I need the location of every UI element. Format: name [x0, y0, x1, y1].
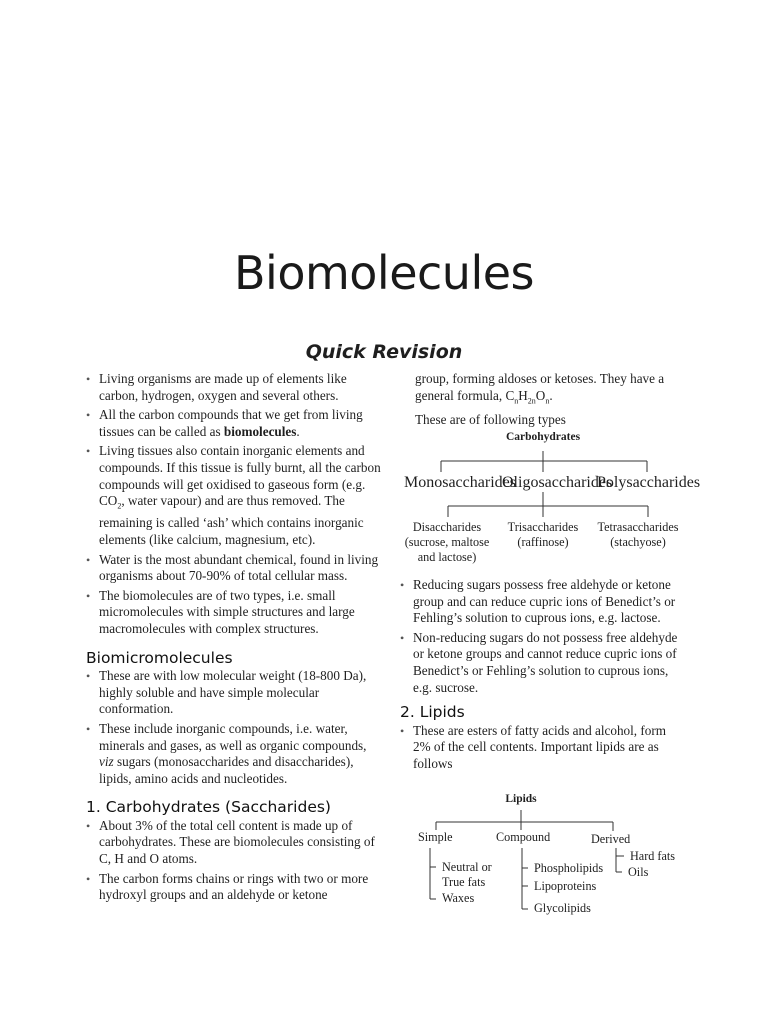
bullet-item: • Reducing sugars possess free aldehyde or ketone group and can reduce cupric ions of Benedict’s or Fehling’s solution to cuprous ions, e.g. lactose. [400, 577, 686, 627]
diagram-root-carbohydrates-label: Carbohydrates [505, 431, 581, 443]
left-column [86, 371, 382, 907]
heading-carbohydrates: 1. Carbohydrates (Saccharides) [86, 798, 331, 817]
bullet-item: • Water is the most abundant chemical, found in living organisms about 70-90% of total cellular mass. [86, 552, 382, 585]
diagram-node-disaccharides: Disaccharides (sucrose, maltose and lactose) [404, 520, 490, 564]
bullet-item: • These include inorganic compounds, i.e. water, minerals and gases, as well as organic compounds, viz sugars (monosaccharides and disaccharides), lipids, amino acids and nucleotides. [86, 721, 382, 787]
diagram-node-derived: Derived [591, 832, 631, 846]
bullet-item: • Non-reducing sugars do not possess free aldehyde or ketone groups and cannot reduce cupric ions of Benedict’s or Fehling’s solution to cuprous ions, e.g. sucrose. [400, 630, 686, 696]
diagram-leaf-waxes: Waxes [442, 891, 475, 905]
bullet-item: • These are esters of fatty acids and alcohol, form 2% of the cell contents. Important lipids are as follows [400, 723, 686, 773]
section-subtitle: Quick Revision [305, 341, 463, 363]
bullet-item: • The biomolecules are of two types, i.e. small micromolecules with simple structures and large macromolecules with complex structures. [86, 588, 382, 638]
sugars-bullet-list [400, 577, 686, 696]
heading-lipids: 2. Lipids [400, 703, 465, 722]
page-title: Biomolecules [233, 246, 534, 300]
carbs-bullet-list [86, 818, 382, 904]
types-intro: These are of following types [415, 411, 566, 427]
diagram-node-simple: Simple [418, 830, 453, 844]
diagram-node-compound: Compound [496, 830, 551, 844]
diagram-node-trisaccharides: Trisaccharides (raffinose) [507, 520, 579, 549]
diagram-leaf-lipoproteins: Lipoproteins [534, 879, 597, 893]
lipids-bullet-list [400, 723, 686, 773]
diagram-leaf-neutral-fats: Neutral or True fats [442, 860, 492, 889]
diagram-node-tetrasaccharides: Tetrasaccharides (stachyose) [597, 520, 679, 549]
intro-bullet-list [86, 371, 382, 638]
bullet-item: • Living tissues also contain inorganic elements and compounds. If this tissue is fully burnt, all the carbon compounds will get oxidised to gaseous form (e.g. $CO_2$, water vapour) and are thus removed. The remaining is called ‘ash’ which contains inorganic elements (like calcium, magnesium, etc). [86, 443, 382, 548]
bullet-item: • These are with low molecular weight (18-800 Da), highly soluble and have simple molecular conformation. [86, 668, 382, 718]
diagram-node-polysaccharides: Polysaccharides [597, 474, 701, 491]
right-column-lower [400, 577, 686, 776]
bullet-item: • About 3% of the total cell content is made up of carbohydrates. These are biomolecules consisting of C, H and O atoms. [86, 818, 382, 868]
heading-biomicromolecules: Biomicromolecules [86, 648, 233, 667]
diagram-leaf-hard-fats: Hard fats [630, 849, 676, 863]
diagram-leaf-phospholipids: Phospholipids [534, 861, 604, 875]
bold-term: biomolecules [223, 423, 297, 439]
diagram-node-monosaccharides: Monosaccharides [404, 474, 516, 491]
bullet-item: • All the carbon compounds that we get from living tissues can be called as biomolecules. [86, 407, 382, 440]
bullet-item: • The carbon forms chains or rings with two or more hydroxyl groups and an aldehyde or ketone [86, 871, 382, 904]
diagram-leaf-oils: Oils [628, 865, 649, 879]
diagram-root-lipids: Lipids [505, 793, 537, 805]
continued-paragraph: group, forming aldoses or ketoses. They have a general formula, $C_nH_{2n}O_n$. [415, 371, 665, 406]
diagram-leaf-glycolipids: Glycolipids [534, 901, 591, 915]
diagram-node-oligosaccharides: Oligosaccharides [502, 474, 613, 491]
biomicro-bullet-list [86, 668, 382, 787]
bullet-item: • Living organisms are made up of elements like carbon, hydrogen, oxygen and several others. [86, 371, 382, 404]
